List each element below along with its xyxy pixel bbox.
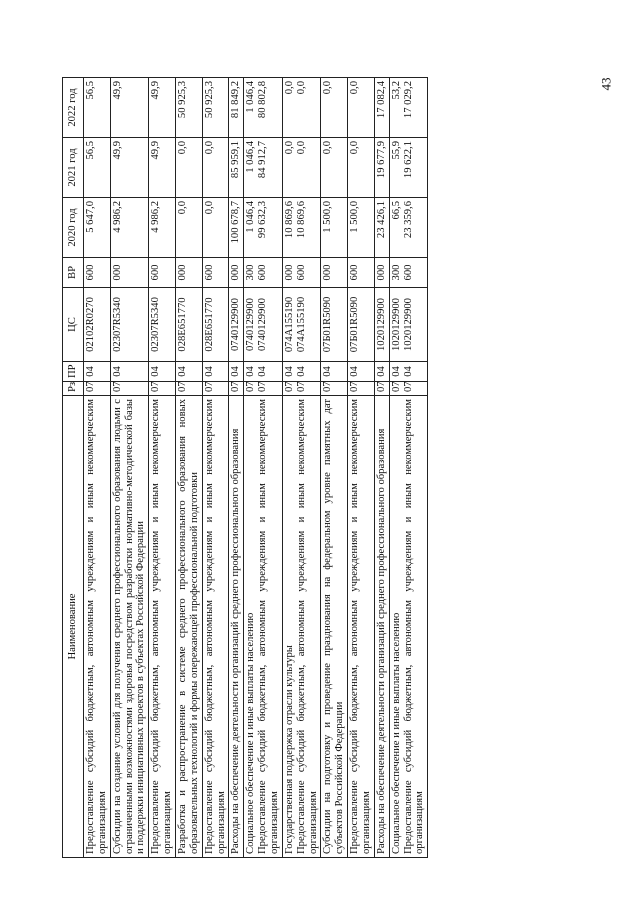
cell-name-line: Социальное обеспечение и иные выплаты населению [390, 612, 402, 854]
page-number: 43 [598, 77, 614, 91]
cell-cs: 02307R5340 [110, 288, 149, 362]
cell-2021-line: 1 046,4 [245, 141, 257, 173]
cell-2021: 49,9 [149, 138, 176, 198]
cell-vr: 000 [321, 258, 348, 288]
cell-2020-line: 1 046,4 [245, 201, 257, 233]
table-row [374, 78, 389, 858]
cell-cs: 02307R5340 [149, 288, 176, 362]
cell-cs [244, 288, 283, 362]
cell-2022-line: 1 046,4 [245, 81, 257, 113]
cell-2021 [244, 138, 283, 198]
cell-2020 [282, 198, 321, 258]
cell-2022-line: 53,2 [390, 81, 402, 100]
cell-rz: 07 [202, 382, 229, 396]
cell-vr: 000 [110, 258, 149, 288]
cell-2022: 0,0 [321, 78, 348, 138]
cell-pr-line: 04 [402, 366, 414, 377]
cell-2022-line: 80 802,8 [257, 81, 269, 119]
cell-2022: 49,9 [149, 78, 176, 138]
cell-cs-line: 1020129900 [390, 298, 402, 351]
cell-pr: 04 [110, 362, 149, 382]
cell-name [244, 396, 283, 858]
cell-2022-line: 0,0 [283, 81, 295, 95]
cell-pr: 04 [374, 362, 389, 382]
rotated-table-container [62, 78, 592, 858]
cell-pr-line: 04 [283, 366, 295, 377]
table-row [149, 78, 176, 858]
cell-2021-line: 84 912,7 [257, 141, 269, 179]
cell-name [282, 396, 321, 858]
cell-name: Предоставление субсидий бюджетным, автономным учреждениям и иным некоммерческим организациям [84, 396, 111, 858]
cell-name: Расходы на обеспечение деятельности организаций среднего профессионального образования [374, 396, 389, 858]
cell-2021: 19 677,9 [374, 138, 389, 198]
table-body [84, 78, 428, 858]
cell-cs: 0740129900 [229, 288, 244, 362]
cell-rz [282, 382, 321, 396]
header-rz: Рз [63, 382, 84, 396]
cell-vr-line: 600 [295, 264, 307, 281]
cell-rz: 07 [348, 382, 375, 396]
cell-rz-line: 07 [245, 381, 257, 392]
cell-vr: 000 [374, 258, 389, 288]
table-row [389, 78, 428, 858]
cell-rz: 07 [149, 382, 176, 396]
cell-2020: 0,0 [176, 198, 203, 258]
cell-2021: 56,5 [84, 138, 111, 198]
header-cs: ЦС [63, 288, 84, 362]
cell-pr: 04 [321, 362, 348, 382]
cell-2020-line: 99 632,3 [257, 201, 269, 239]
cell-cs-line: 074A155190 [283, 296, 295, 353]
cell-name-line: Социальное обеспечение и иные выплаты населению [245, 612, 257, 854]
cell-cs-line: 0740129900 [245, 298, 257, 351]
cell-vr-line: 300 [245, 264, 257, 281]
table-row [229, 78, 244, 858]
cell-name-line: Предоставление субсидий бюджетным, автономным учреждениям и иным некоммерческим организациям [257, 399, 281, 854]
table-row [244, 78, 283, 858]
header-2020: 2020 год [63, 198, 84, 258]
cell-vr [282, 258, 321, 288]
cell-2022: 81 849,2 [229, 78, 244, 138]
header-vr: ВР [63, 258, 84, 288]
cell-2021 [389, 138, 428, 198]
cell-vr-line: 300 [390, 264, 402, 281]
table-row [321, 78, 348, 858]
cell-2021: 0,0 [202, 138, 229, 198]
cell-2020-line: 10 869,6 [283, 201, 295, 239]
cell-2020: 23 426,1 [374, 198, 389, 258]
cell-cs-line: 0740129900 [257, 298, 269, 351]
cell-cs: 07Б01R5090 [348, 288, 375, 362]
cell-2022 [244, 78, 283, 138]
cell-name-line: Государственная поддержка отрасли культуры [283, 645, 295, 854]
cell-name: Субсидии на создание условий для получения среднего профессионального образования людьми с ограниченными возможностями здоровья посредством разработки нормативно-методической базы и поддержки инициативных проектов в субъектах Российской Федерации [110, 396, 149, 858]
cell-pr [244, 362, 283, 382]
cell-vr: 000 [176, 258, 203, 288]
cell-2022: 50 925,3 [176, 78, 203, 138]
cell-2022 [282, 78, 321, 138]
cell-cs: 1020129900 [374, 288, 389, 362]
cell-name: Субсидии на подготовку и проведение празднования на федеральном уровне памятных дат субъектов Российской Федерации [321, 396, 348, 858]
cell-2022: 49,9 [110, 78, 149, 138]
cell-2022-line: 17 029,2 [402, 81, 414, 119]
budget-table [62, 77, 428, 858]
cell-rz: 07 [374, 382, 389, 396]
cell-vr [389, 258, 428, 288]
cell-2020: 1 500,0 [321, 198, 348, 258]
cell-2020: 4 986,2 [110, 198, 149, 258]
cell-vr [244, 258, 283, 288]
cell-vr-line: 000 [283, 264, 295, 281]
cell-vr: 600 [348, 258, 375, 288]
cell-rz-line: 07 [402, 381, 414, 392]
cell-vr-line: 600 [257, 264, 269, 281]
header-2021: 2021 год [63, 138, 84, 198]
cell-2021: 0,0 [321, 138, 348, 198]
cell-2020 [244, 198, 283, 258]
header-name: Наименование [63, 396, 84, 858]
cell-name: Предоставление субсидий бюджетным, автономным учреждениям и иным некоммерческим организациям [348, 396, 375, 858]
cell-rz: 07 [110, 382, 149, 396]
cell-name [389, 396, 428, 858]
cell-2022: 0,0 [348, 78, 375, 138]
cell-cs [282, 288, 321, 362]
cell-2020-line: 23 359,6 [402, 201, 414, 239]
cell-rz-line: 07 [295, 381, 307, 392]
table-row [202, 78, 229, 858]
cell-pr-line: 04 [245, 366, 257, 377]
cell-2021-line: 55,9 [390, 141, 402, 160]
cell-2022: 17 082,4 [374, 78, 389, 138]
cell-name: Предоставление субсидий бюджетным, автономным учреждениям и иным некоммерческим организациям [149, 396, 176, 858]
cell-2021: 85 959,1 [229, 138, 244, 198]
cell-pr-line: 04 [390, 366, 402, 377]
cell-vr: 600 [149, 258, 176, 288]
cell-rz [389, 382, 428, 396]
table-row [110, 78, 149, 858]
cell-name-line: Предоставление субсидий бюджетным, автономным учреждениям и иным некоммерческим организациям [295, 399, 319, 854]
header-pr: ПР [63, 362, 84, 382]
cell-pr [389, 362, 428, 382]
cell-rz [244, 382, 283, 396]
cell-vr: 600 [202, 258, 229, 288]
cell-rz-line: 07 [257, 381, 269, 392]
cell-2021-line: 19 622,1 [402, 141, 414, 179]
cell-rz-line: 07 [283, 381, 295, 392]
cell-pr: 04 [202, 362, 229, 382]
table-header-row [63, 78, 84, 858]
cell-name: Предоставление субсидий бюджетным, автономным учреждениям и иным некоммерческим организациям [202, 396, 229, 858]
cell-2020 [389, 198, 428, 258]
table-row [348, 78, 375, 858]
table-row [282, 78, 321, 858]
cell-2021: 0,0 [176, 138, 203, 198]
cell-2020-line: 10 869,6 [295, 201, 307, 239]
cell-rz: 07 [321, 382, 348, 396]
cell-2022 [389, 78, 428, 138]
cell-cs: 07Б01R5090 [321, 288, 348, 362]
cell-name: Разработка и распространение в системе среднего профессионального образования новых образовательных технологий и формы опережающей профессиональной подготовки [176, 396, 203, 858]
table-row [84, 78, 111, 858]
cell-pr: 04 [229, 362, 244, 382]
cell-2020: 100 678,7 [229, 198, 244, 258]
cell-rz: 07 [84, 382, 111, 396]
cell-pr: 04 [176, 362, 203, 382]
cell-rz: 07 [229, 382, 244, 396]
cell-2021: 49,9 [110, 138, 149, 198]
cell-pr-line: 04 [295, 366, 307, 377]
header-2022: 2022 год [63, 78, 84, 138]
cell-2022: 56,5 [84, 78, 111, 138]
cell-2020: 4 986,2 [149, 198, 176, 258]
cell-pr: 04 [84, 362, 111, 382]
table-row [176, 78, 203, 858]
cell-cs: 028E651770 [202, 288, 229, 362]
cell-cs: 028E651770 [176, 288, 203, 362]
cell-cs: 02102R0270 [84, 288, 111, 362]
cell-cs [389, 288, 428, 362]
cell-vr: 000 [229, 258, 244, 288]
cell-pr: 04 [149, 362, 176, 382]
cell-vr-line: 600 [402, 264, 414, 281]
cell-rz-line: 07 [390, 381, 402, 392]
cell-2022-line: 0,0 [295, 81, 307, 95]
cell-pr [282, 362, 321, 382]
cell-vr: 600 [84, 258, 111, 288]
cell-2021-line: 0,0 [283, 141, 295, 155]
cell-2022: 50 925,3 [202, 78, 229, 138]
cell-2020-line: 66,5 [390, 201, 402, 220]
cell-2021-line: 0,0 [295, 141, 307, 155]
cell-2021: 0,0 [348, 138, 375, 198]
cell-2020: 1 500,0 [348, 198, 375, 258]
cell-pr-line: 04 [257, 366, 269, 377]
cell-cs-line: 074A155190 [295, 296, 307, 353]
cell-name: Расходы на обеспечение деятельности организаций среднего профессионального образования [229, 396, 244, 858]
cell-rz: 07 [176, 382, 203, 396]
cell-name-line: Предоставление субсидий бюджетным, автономным учреждениям и иным некоммерческим организациям [402, 399, 426, 854]
cell-2021 [282, 138, 321, 198]
cell-2020: 5 647,0 [84, 198, 111, 258]
cell-2020: 0,0 [202, 198, 229, 258]
cell-pr: 04 [348, 362, 375, 382]
cell-cs-line: 1020129900 [402, 298, 414, 351]
